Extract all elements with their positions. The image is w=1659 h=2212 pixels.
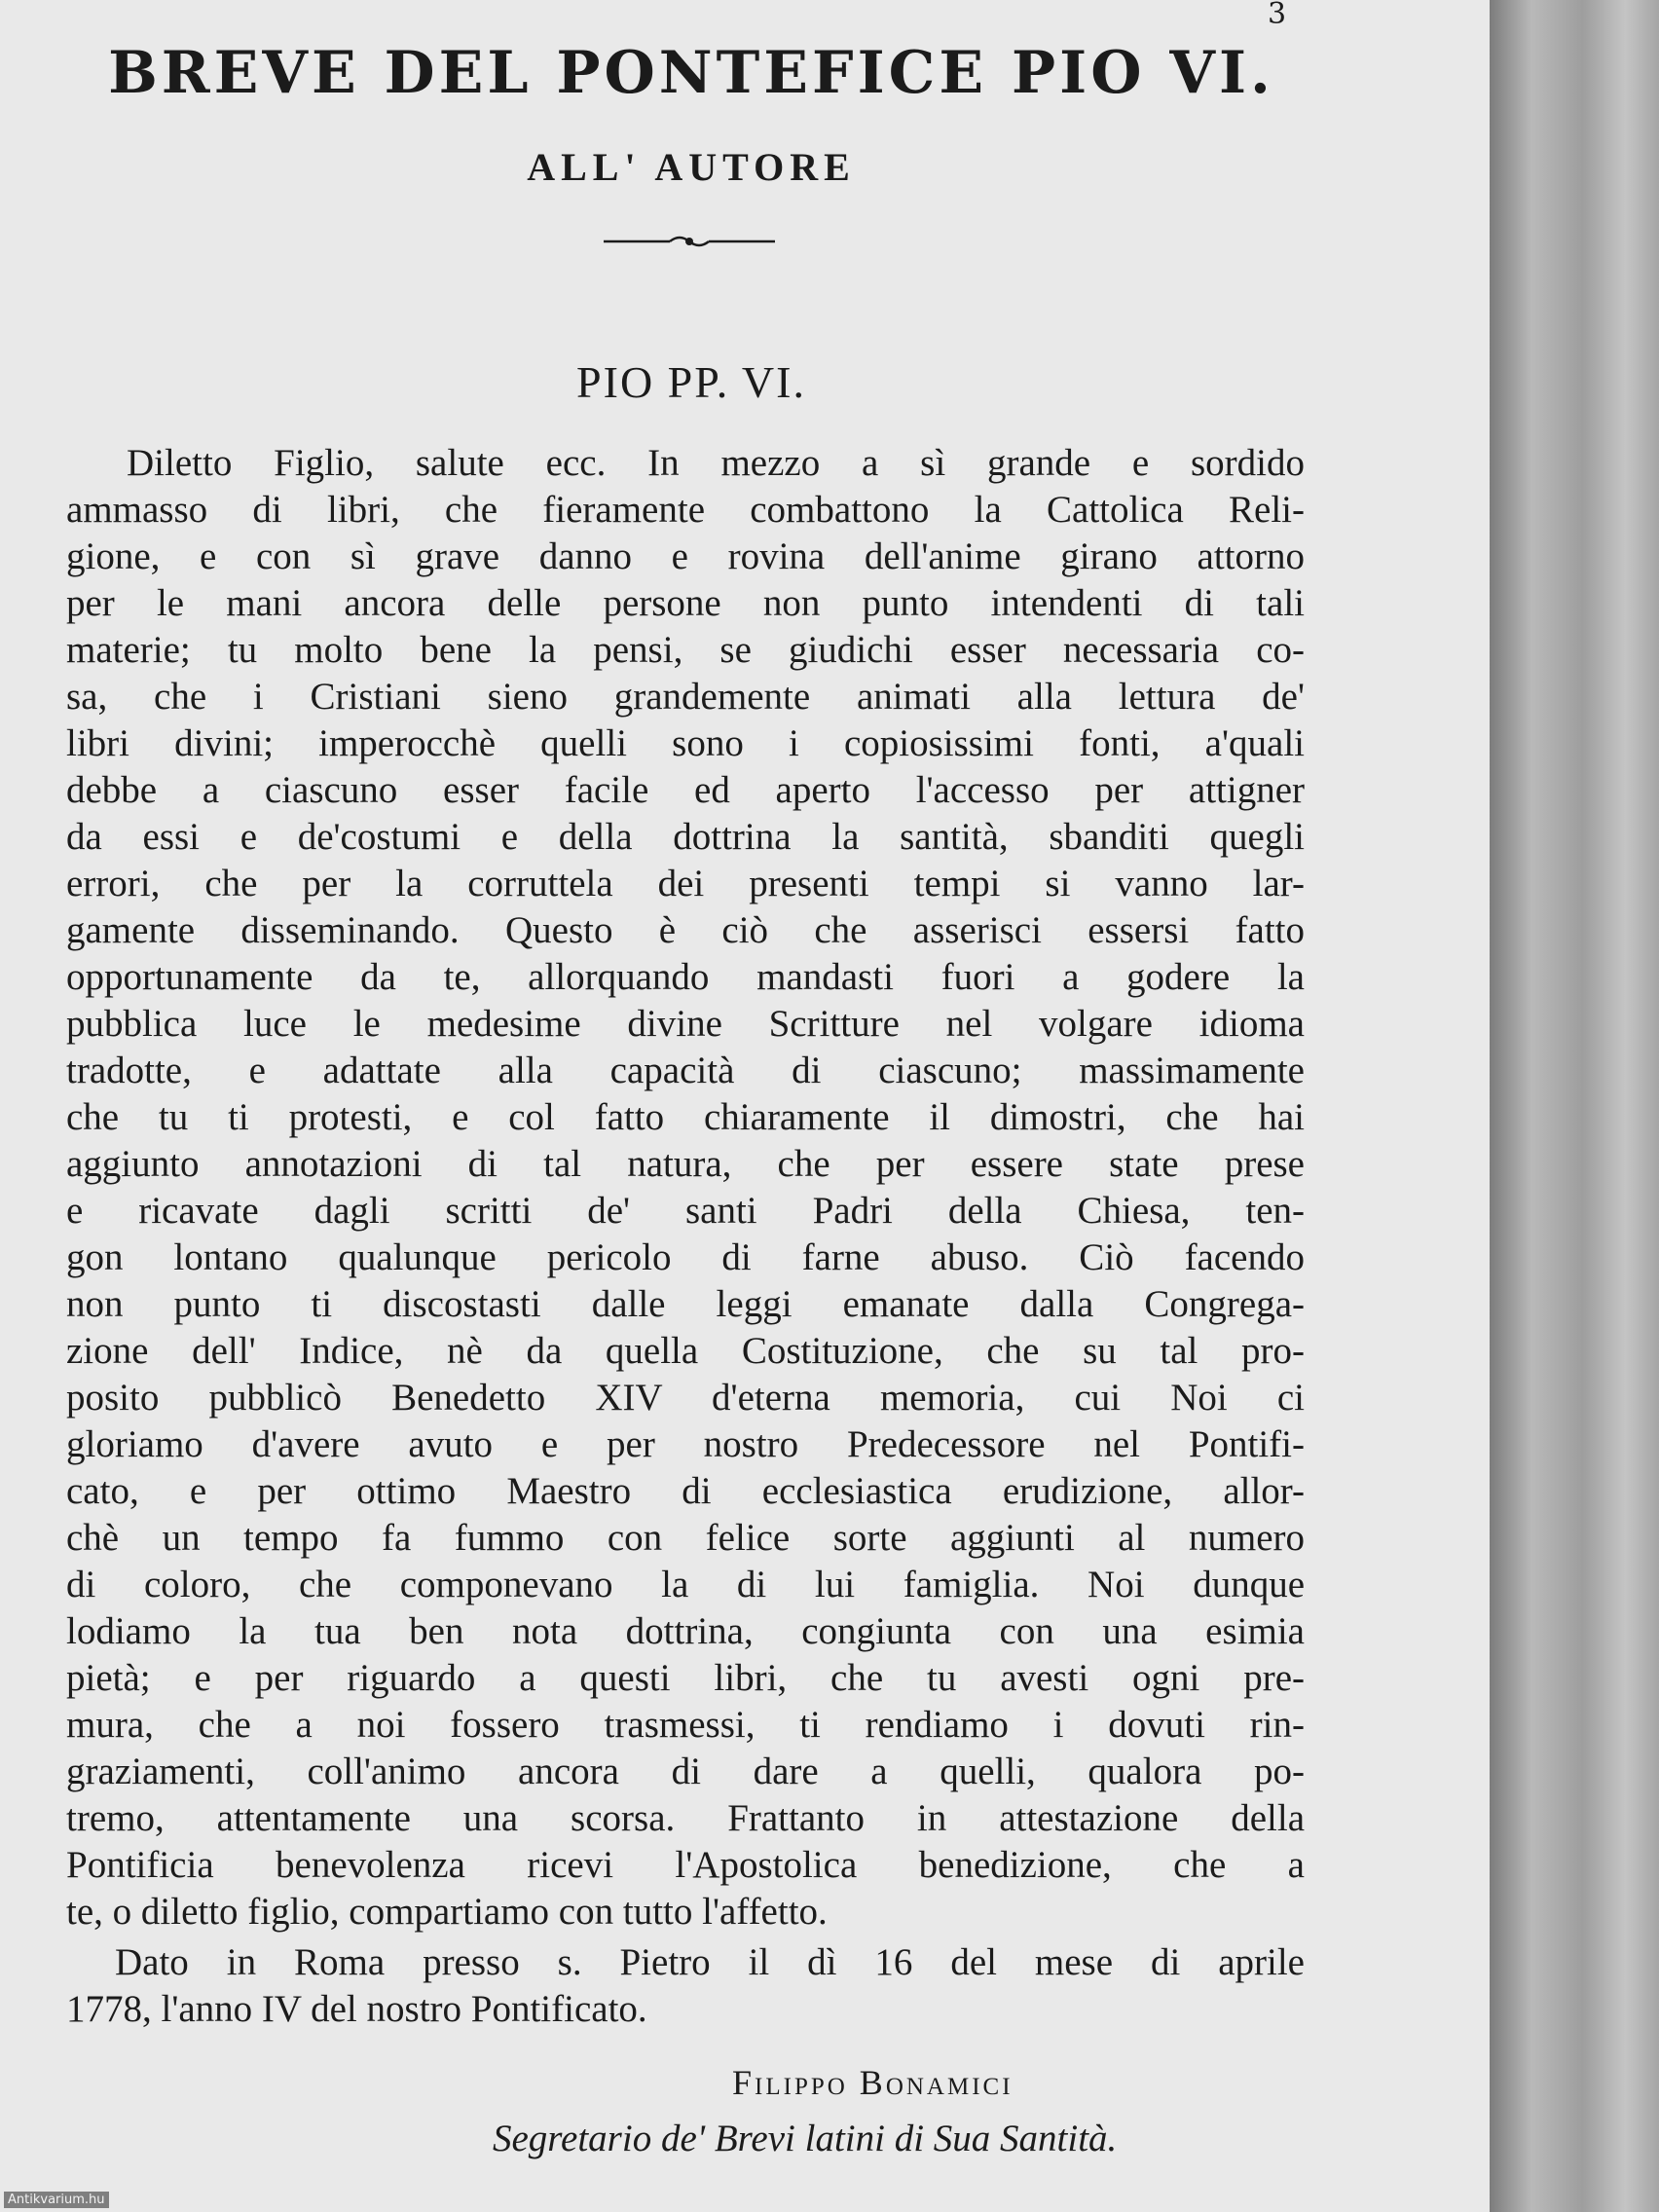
body-line: te, o diletto figlio, compartiamo con tutto l'affetto. [66, 1891, 828, 1933]
document-subtitle: ALL' AUTORE [527, 145, 856, 189]
body-line: zione dell' Indice, nè da quella Costituzione, che su tal pro- [66, 1330, 1305, 1372]
body-line: mura, che a noi fossero trasmessi, ti rendiamo i dovuti rin- [66, 1704, 1305, 1746]
body-line: debbe a ciascuno esser facile ed aperto l'accesso per attigner [66, 769, 1305, 811]
body-line: da essi e de'costumi e della dottrina la santità, sbanditi quegli [66, 816, 1305, 858]
body-line: gon lontano qualunque pericolo di farne abuso. Ciò facendo [66, 1236, 1305, 1278]
dateline [66, 1939, 1305, 2033]
body-line: gamente disseminando. Questo è ciò che asserisci essersi fatto [66, 909, 1305, 951]
section-heading: PIO PP. VI. [576, 357, 806, 407]
body-line: non punto ti discostasti dalle leggi emanate dalla Congrega- [66, 1283, 1305, 1325]
body-line: chè un tempo fa fummo con felice sorte aggiunti al numero [66, 1517, 1305, 1559]
body-line: Pontificia benevolenza ricevi l'Apostolica benedizione, che a [66, 1844, 1305, 1886]
body-line: e ricavate dagli scritti de' santi Padri della Chiesa, ten- [66, 1190, 1305, 1232]
body-line: di coloro, che componevano la di lui famiglia. Noi dunque [66, 1564, 1305, 1605]
body-line: per le mani ancora delle persone non punto intendenti di tali [66, 582, 1305, 624]
body-line: pubblica luce le medesime divine Scritture nel volgare idioma [66, 1003, 1305, 1045]
body-line: errori, che per la corruttela dei presenti tempi si vanno lar- [66, 863, 1305, 904]
body-line: pietà; e per riguardo a questi libri, che tu avesti ogni pre- [66, 1657, 1305, 1699]
body-line: sa, che i Cristiani sieno grandemente animati alla lettura de' [66, 676, 1305, 718]
body-line: posito pubblicò Benedetto XIV d'eterna memoria, cui Noi ci [66, 1377, 1305, 1419]
body-line: tradotte, e adattate alla capacità di ciascuno; massimamente [66, 1050, 1305, 1091]
watermark: Antikvarium.hu [4, 2192, 109, 2208]
body-line: graziamenti, coll'animo ancora di dare a quelli, qualora po- [66, 1751, 1305, 1792]
body-line: gloriamo d'avere avuto e per nostro Predecessore nel Pontifi- [66, 1423, 1305, 1465]
letter-body [66, 440, 1305, 1936]
body-line: Diletto Figlio, salute ecc. In mezzo a sì grande e sordido [127, 442, 1305, 484]
dateline-line: 1778, l'anno IV del nostro Pontificato. [66, 1988, 647, 2030]
body-line: aggiunto annotazioni di tal natura, che per essere state prese [66, 1143, 1305, 1185]
body-line: lodiamo la tua ben nota dottrina, congiunta con una esimia [66, 1610, 1305, 1652]
body-line: opportunamente da te, allorquando mandasti fuori a godere la [66, 956, 1305, 998]
body-line: libri divini; imperocchè quelli sono i copiosissimi fonti, a'quali [66, 722, 1305, 764]
body-line: ammasso di libri, che fieramente combattono la Cattolica Reli- [66, 489, 1305, 531]
body-line: che tu ti protesti, e col fatto chiaramente il dimostri, che hai [66, 1096, 1305, 1138]
body-line: gione, e con sì grave danno e rovina dell'anime girano attorno [66, 535, 1305, 577]
document-title: BREVE DEL PONTEFICE PIO VI. [108, 39, 1274, 107]
signatory-title: Segretario de' Brevi latini di Sua Santità. [493, 2118, 1118, 2159]
page-number: 3 [1268, 0, 1287, 31]
dateline-line: Dato in Roma presso s. Pietro il dì 16 del mese di aprile [115, 1941, 1305, 1983]
body-line: tremo, attentamente una scorsa. Frattanto in attestazione della [66, 1797, 1305, 1839]
ornament-divider-icon [602, 230, 777, 253]
body-line: cato, e per ottimo Maestro di ecclesiastica erudizione, allor- [66, 1470, 1305, 1512]
body-line: materie; tu molto bene la pensi, se giudichi esser necessaria co- [66, 629, 1305, 671]
signatory-name: Filippo Bonamici [732, 2063, 1014, 2102]
adjacent-page-edge [1490, 0, 1659, 2212]
